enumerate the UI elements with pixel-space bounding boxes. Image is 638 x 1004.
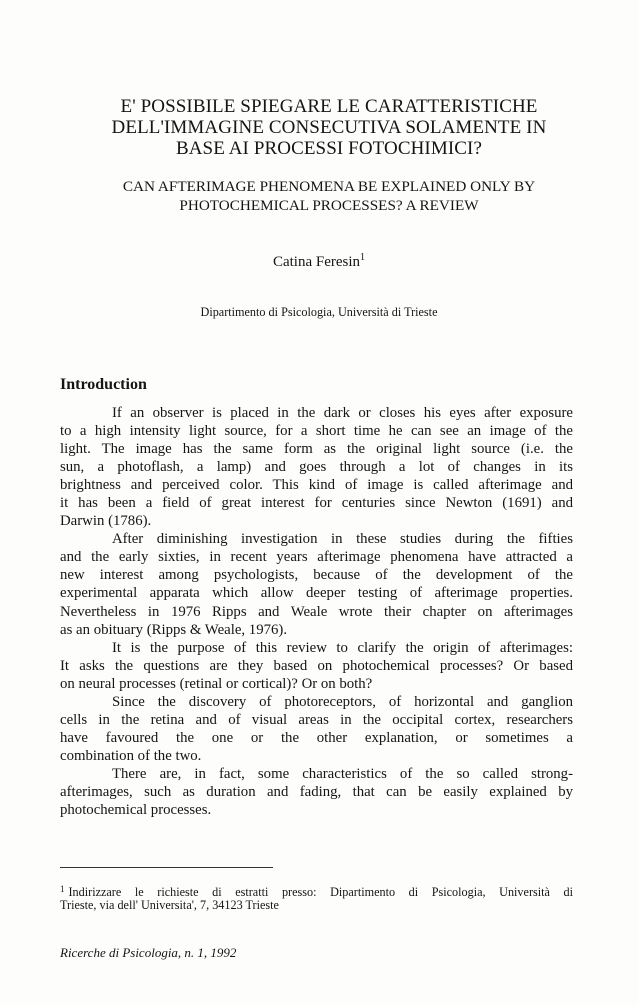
title-italian-line: BASE AI PROCESSI FOTOCHIMICI?: [175, 138, 483, 159]
title-english: [40, 177, 618, 215]
text-line: Since the discovery of photoreceptors, of horizontal and ganglion: [112, 693, 573, 710]
text-line: If an observer is placed in the dark or closes his eyes after exposure: [112, 405, 573, 421]
title-english-line: PHOTOCHEMICAL PROCESSES? A REVIEW: [179, 197, 479, 214]
title-italian: [40, 96, 618, 159]
text-line: It asks the questions are they based on photochemical processes? Or based: [60, 657, 573, 674]
text-line: After diminishing investigation in these studies during the fifties: [112, 531, 573, 548]
title-italian-line: DELL'IMMAGINE CONSECUTIVA SOLAMENTE IN: [111, 117, 547, 138]
footnote-divider: [60, 867, 273, 868]
text-line: Darwin (1786).: [60, 513, 152, 530]
text-line: experimental apparata which allow deeper testing of afterimage properties.: [60, 585, 573, 602]
text-line: sun, a photoflash, a lamp) and goes through a lot of changes in its: [60, 459, 573, 476]
text-line: as an obituary (Ripps & Weale, 1976).: [60, 621, 288, 638]
affiliation: Dipartimento di Psicologia, Università di Trieste: [200, 305, 438, 319]
body-text: [60, 404, 573, 819]
text-line: to a high intensity light source, for a short time he can see an image of the: [60, 423, 573, 440]
section-heading: Introduction: [60, 376, 147, 393]
text-line: light. The image has the same form as the original light source (i.e. the: [60, 441, 573, 458]
text-line: afterimages, such as duration and fading, that can be easily explained by: [60, 783, 573, 800]
text-line: There are, in fact, some characteristics of the so called strong-: [112, 765, 573, 782]
title-english-line: CAN AFTERIMAGE PHENOMENA BE EXPLAINED ONLY BY: [122, 178, 536, 195]
footnote-text: Indirizzare le richieste di estratti presso: Dipartimento di Psicologia, Università di: [68, 885, 573, 899]
author: [0, 249, 638, 271]
text-line: combination of the two.: [60, 747, 202, 764]
text-line: cells in the retina and of visual areas in the occipital cortex, researchers: [60, 711, 573, 728]
text-line: It is the purpose of this review to clarify the origin of afterimages:: [112, 639, 573, 656]
footnote-line: [60, 881, 573, 897]
text-line: brightness and perceived color. This kind of image is called afterimage and: [60, 477, 573, 494]
text-line: on neural processes (retinal or cortical)? Or on both?: [60, 675, 373, 692]
text-line: have favoured the one or the other explanation, or sometimes a: [60, 729, 573, 746]
title-italian-line: E' POSSIBILE SPIEGARE LE CARATTERISTICHE: [120, 96, 538, 117]
author-footnote-mark: 1: [360, 252, 366, 263]
text-line: photochemical processes.: [60, 802, 212, 819]
text-line: new interest among psychologists, because of the development of the: [60, 567, 573, 584]
footnote: [60, 881, 573, 913]
footnote-line: Trieste, via dell' Universita', 7, 34123 Trieste: [60, 898, 279, 912]
author-name: Catina Feresin: [272, 254, 361, 270]
text-line: Nevertheless in 1976 Ripps and Weale wrote their chapter on afterimages: [60, 603, 573, 620]
text-line: and the early sixties, in recent years afterimage phenomena have attracted a: [60, 549, 573, 566]
journal-citation: Ricerche di Psicologia, n. 1, 1992: [60, 945, 237, 960]
footnote-mark: 1: [60, 884, 65, 894]
text-line: it has been a field of great interest for centuries since Newton (1691) and: [60, 495, 573, 512]
